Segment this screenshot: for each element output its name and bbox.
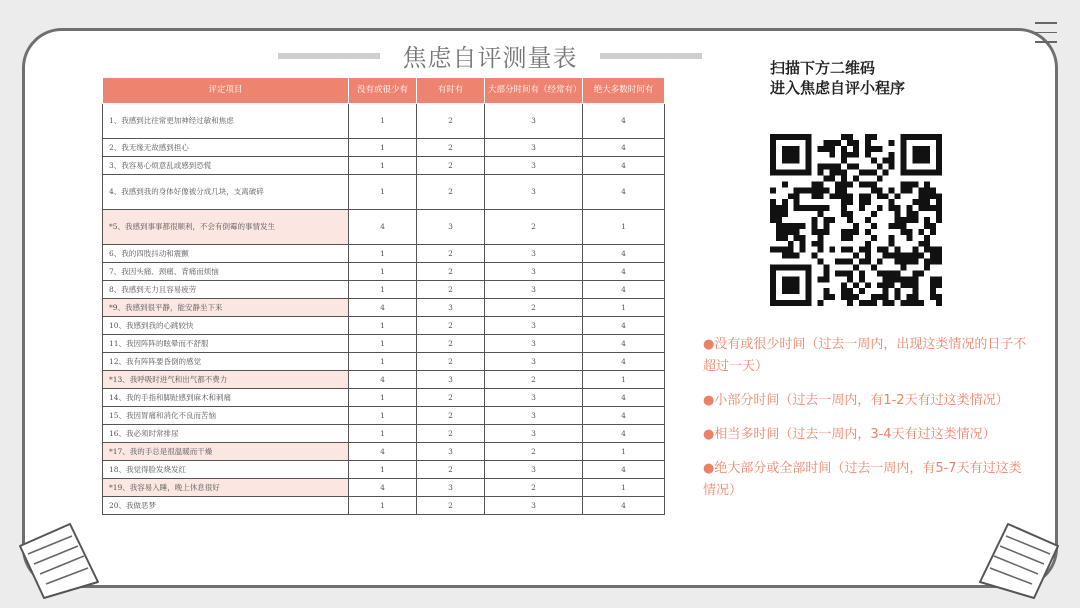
score-cell: 3 xyxy=(485,157,583,175)
note-item: ●小部分时间（过去一周内，有1-2天有过这类情况） xyxy=(703,393,1009,408)
score-cell: 2 xyxy=(417,407,485,425)
table-row xyxy=(103,443,665,461)
note-item: ●没有或很少时间（过去一周内，出现这类情况的日子不超过一天） xyxy=(703,337,1027,374)
score-cell: 2 xyxy=(485,371,583,389)
frequency-notes xyxy=(703,334,1033,514)
column-header: 有时有 xyxy=(417,78,485,104)
menu-icon-bar xyxy=(1035,22,1057,24)
item-cell: 14、我的手指和脚趾感到麻木和刺痛 xyxy=(103,389,349,407)
menu-icon-bar xyxy=(1035,32,1057,34)
score-cell: 4 xyxy=(583,389,665,407)
score-cell: 4 xyxy=(583,425,665,443)
score-cell: 2 xyxy=(417,175,485,210)
score-cell: 3 xyxy=(485,497,583,515)
paper-sheet-right-icon xyxy=(976,516,1068,600)
score-cell: 2 xyxy=(485,479,583,497)
item-cell: 6、我的四肢抖动和震颤 xyxy=(103,245,349,263)
score-cell: 3 xyxy=(485,175,583,210)
anxiety-scale-table xyxy=(102,77,665,515)
score-cell: 4 xyxy=(583,104,665,139)
score-cell: 2 xyxy=(485,299,583,317)
score-cell: 1 xyxy=(583,371,665,389)
score-cell: 3 xyxy=(485,281,583,299)
score-cell: 3 xyxy=(485,425,583,443)
score-cell: 3 xyxy=(417,210,485,245)
score-cell: 1 xyxy=(583,479,665,497)
score-cell: 4 xyxy=(583,497,665,515)
score-cell: 2 xyxy=(417,497,485,515)
table-row xyxy=(103,479,665,497)
score-cell: 1 xyxy=(349,497,417,515)
score-cell: 2 xyxy=(485,443,583,461)
score-cell: 1 xyxy=(349,407,417,425)
score-cell: 4 xyxy=(583,335,665,353)
item-cell: *17、我的手总是很温暖而干燥 xyxy=(103,443,349,461)
score-cell: 3 xyxy=(485,317,583,335)
item-cell: 8、我感到无力且容易疲劳 xyxy=(103,281,349,299)
score-cell: 3 xyxy=(485,353,583,371)
score-cell: 2 xyxy=(417,389,485,407)
title-block xyxy=(278,38,702,72)
table-row xyxy=(103,157,665,175)
score-cell: 2 xyxy=(417,139,485,157)
item-cell: 12、我有阵阵要昏倒的感觉 xyxy=(103,353,349,371)
page-title: 焦虑自评测量表 xyxy=(402,44,578,72)
score-cell: 2 xyxy=(417,461,485,479)
score-cell: 1 xyxy=(349,157,417,175)
qr-code[interactable] xyxy=(770,134,942,306)
score-cell: 2 xyxy=(417,157,485,175)
score-cell: 4 xyxy=(349,210,417,245)
table-row xyxy=(103,425,665,443)
score-cell: 2 xyxy=(417,104,485,139)
score-cell: 4 xyxy=(349,479,417,497)
menu-icon-bar xyxy=(1035,41,1057,43)
table-row xyxy=(103,407,665,425)
table-row xyxy=(103,353,665,371)
table-row xyxy=(103,104,665,139)
score-cell: 3 xyxy=(485,263,583,281)
item-cell: 3、我容易心烦意乱或感到恐慌 xyxy=(103,157,349,175)
score-cell: 2 xyxy=(417,263,485,281)
score-cell: 1 xyxy=(349,353,417,371)
score-cell: 1 xyxy=(349,425,417,443)
table-row xyxy=(103,497,665,515)
score-cell: 3 xyxy=(485,245,583,263)
score-cell: 1 xyxy=(349,263,417,281)
score-cell: 3 xyxy=(417,443,485,461)
item-cell: 4、我感到我的身体好像被分成几块，支离破碎 xyxy=(103,175,349,210)
column-header: 评定项目 xyxy=(103,78,349,104)
item-cell: 16、我必须时常排尿 xyxy=(103,425,349,443)
column-header: 没有或很少有 xyxy=(349,78,417,104)
item-cell: 15、我因胃痛和消化不良而苦恼 xyxy=(103,407,349,425)
table-row xyxy=(103,281,665,299)
score-cell: 3 xyxy=(417,371,485,389)
score-cell: 4 xyxy=(349,299,417,317)
table-header-row xyxy=(103,78,665,104)
score-cell: 2 xyxy=(417,317,485,335)
paper-sheet-left-icon xyxy=(10,516,102,600)
item-cell: *13、我呼吸时进气和出气都不费力 xyxy=(103,371,349,389)
table-row xyxy=(103,371,665,389)
score-cell: 3 xyxy=(485,389,583,407)
table-row xyxy=(103,389,665,407)
score-cell: 1 xyxy=(349,389,417,407)
score-cell: 1 xyxy=(583,210,665,245)
column-header: 大部分时间有（经常有） xyxy=(485,78,583,104)
table-row xyxy=(103,317,665,335)
item-cell: 2、我无缘无故感到担心 xyxy=(103,139,349,157)
score-cell: 3 xyxy=(485,461,583,479)
table-row xyxy=(103,245,665,263)
score-cell: 1 xyxy=(583,443,665,461)
table-row xyxy=(103,139,665,157)
item-cell: 10、我感到我的心跳较快 xyxy=(103,317,349,335)
item-cell: 7、我因头痛、颈痛、背痛而烦恼 xyxy=(103,263,349,281)
score-cell: 1 xyxy=(349,317,417,335)
score-cell: 1 xyxy=(349,461,417,479)
table-row xyxy=(103,461,665,479)
score-cell: 4 xyxy=(583,461,665,479)
score-cell: 1 xyxy=(349,335,417,353)
column-header: 绝大多数时间有 xyxy=(583,78,665,104)
note-item: ●相当多时间（过去一周内，3-4天有过这类情况） xyxy=(703,427,996,442)
score-cell: 4 xyxy=(583,175,665,210)
score-cell: 4 xyxy=(583,317,665,335)
score-cell: 4 xyxy=(349,443,417,461)
scan-line-2: 进入焦虑自评小程序 xyxy=(770,79,906,97)
score-cell: 3 xyxy=(485,407,583,425)
score-cell: 4 xyxy=(583,353,665,371)
score-cell: 2 xyxy=(417,281,485,299)
table-body xyxy=(103,104,665,515)
score-cell: 2 xyxy=(417,353,485,371)
item-cell: *9、我感到很平静，能安静坐下来 xyxy=(103,299,349,317)
score-cell: 3 xyxy=(417,299,485,317)
score-cell: 3 xyxy=(417,479,485,497)
item-cell: 18、我觉得脸发烧发红 xyxy=(103,461,349,479)
table-row xyxy=(103,299,665,317)
score-cell: 3 xyxy=(485,139,583,157)
scan-line-1: 扫描下方二维码 xyxy=(770,59,876,77)
item-cell: *5、我感到事事都很顺利，不会有倒霉的事情发生 xyxy=(103,210,349,245)
score-cell: 1 xyxy=(349,281,417,299)
item-cell: 11、我因阵阵的眩晕而不舒服 xyxy=(103,335,349,353)
score-cell: 4 xyxy=(583,407,665,425)
score-cell: 2 xyxy=(417,425,485,443)
score-cell: 2 xyxy=(417,335,485,353)
table-row xyxy=(103,335,665,353)
score-cell: 1 xyxy=(349,139,417,157)
menu-icon[interactable] xyxy=(1035,22,1057,44)
score-cell: 4 xyxy=(349,371,417,389)
score-cell: 1 xyxy=(349,104,417,139)
item-cell: 20、我做恶梦 xyxy=(103,497,349,515)
score-cell: 3 xyxy=(485,104,583,139)
item-cell: *19、我容易入睡，晚上休息很好 xyxy=(103,479,349,497)
score-cell: 1 xyxy=(349,245,417,263)
note-item: ●绝大部分或全部时间（过去一周内，有5-7天有过这类情况） xyxy=(703,461,1022,498)
score-cell: 2 xyxy=(485,210,583,245)
score-cell: 1 xyxy=(349,175,417,210)
table-row xyxy=(103,210,665,245)
score-cell: 1 xyxy=(583,299,665,317)
score-cell: 4 xyxy=(583,157,665,175)
score-cell: 4 xyxy=(583,281,665,299)
score-cell: 4 xyxy=(583,263,665,281)
score-cell: 4 xyxy=(583,139,665,157)
table-row xyxy=(103,175,665,210)
score-cell: 4 xyxy=(583,245,665,263)
item-cell: 1、我感到比往常更加神经过敏和焦虑 xyxy=(103,104,349,139)
score-cell: 2 xyxy=(417,245,485,263)
score-cell: 3 xyxy=(485,335,583,353)
scan-instructions xyxy=(770,58,905,98)
table-row xyxy=(103,263,665,281)
